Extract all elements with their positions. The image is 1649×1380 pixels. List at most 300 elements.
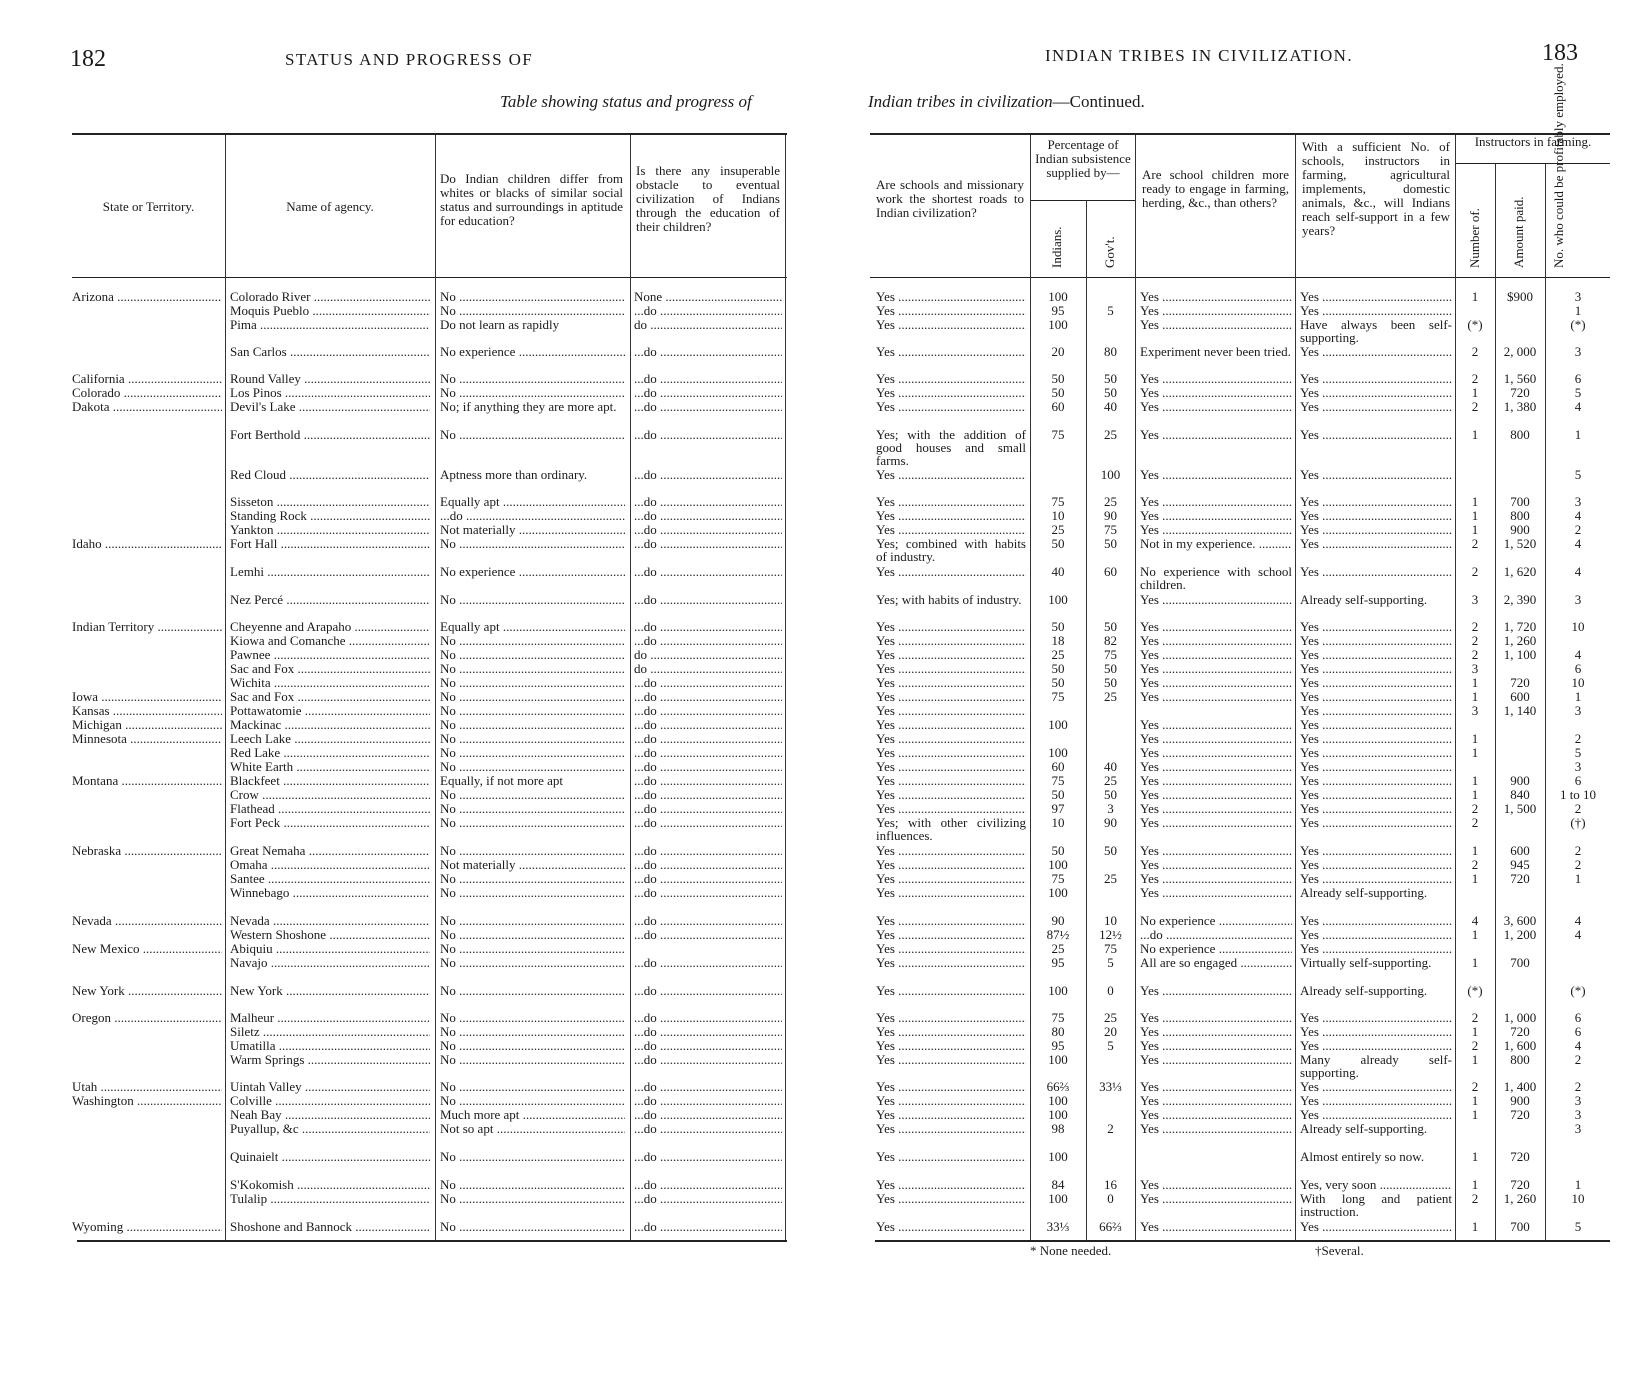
cell-support: Yes ..... [1300,345,1452,359]
cell-differ: No ..... [440,1220,625,1234]
cell-agency: White Earth ..... [230,760,430,774]
cell-farming: All are so engaged ..... [1140,956,1292,970]
cell-differ: Equally apt ..... [440,620,625,634]
cell-employed: 4 [1574,648,1582,662]
right-page [820,0,1649,1380]
cell-schools: Yes ..... [876,872,1026,886]
left-table-row [0,468,820,482]
cell-differ: Do not learn as rapidly [440,317,560,332]
cell-differ: No ..... [440,704,625,718]
left-table-row [0,495,820,509]
cell-indians: 80 [1051,1025,1065,1039]
cell-govt: 50 [1104,620,1117,634]
cell-amount: 600 [1510,844,1530,858]
right-table-row [820,1108,1649,1122]
cell-agency: Sac and Fox ..... [230,662,430,676]
cell-agency: Nez Percé ..... [230,593,430,607]
header-govt: Gov't. [1102,236,1117,268]
cell-govt: 90 [1104,509,1117,523]
cell-support: Already self-supporting. [1300,983,1428,998]
cell-number: 2 [1471,537,1479,551]
right-table-row [820,523,1649,537]
cell-agency: Kiowa and Comanche ..... [230,634,430,648]
cell-support: Yes ..... [1300,509,1452,523]
left-table-row [0,718,820,732]
cell-differ: No; if anything they are more apt. [440,399,617,414]
cell-differ: No ..... [440,304,625,318]
cell-farming: Yes ..... [1140,400,1292,414]
cell-number: 1 [1471,872,1479,886]
cell-farming: Yes ..... [1140,428,1292,442]
cell-indians: 95 [1051,956,1065,970]
cell-obstacle: ...do ..... [634,386,782,400]
right-table-row [820,1025,1649,1039]
cell-agency: Flathead ..... [230,802,430,816]
left-table-row [0,844,820,858]
cell-amount: 1, 380 [1503,400,1537,414]
cell-farming: Yes ..... [1140,872,1292,886]
cell-indians: 100 [1048,1108,1068,1122]
cell-amount: 600 [1510,690,1530,704]
cell-support: Yes ..... [1300,914,1452,928]
cell-employed: 1 [1574,872,1582,886]
cell-amount: 900 [1510,1094,1530,1108]
cell-differ: No ..... [440,372,625,386]
cell-schools: Yes ..... [876,984,1026,998]
cell-indians: 20 [1051,345,1065,359]
cell-differ: No ..... [440,1178,625,1192]
cell-number: 1 [1471,1025,1479,1039]
cell-number: 2 [1471,1039,1479,1053]
right-table-row [820,662,1649,676]
right-table-row [820,648,1649,662]
cell-govt: 25 [1104,690,1117,704]
cell-support: Yes ..... [1300,690,1452,704]
cell-employed: 2 [1574,1053,1582,1067]
cell-support: Yes ..... [1300,732,1452,746]
right-table-row [820,304,1649,318]
cell-differ: No ..... [440,746,625,760]
cell-support: Yes ..... [1300,523,1452,537]
cell-farming: Yes ..... [1140,1192,1292,1206]
cell-obstacle: ...do ..... [634,802,782,816]
cell-farming: Yes ..... [1140,802,1292,816]
right-table-row [820,956,1649,970]
cell-agency: Puyallup, &c ..... [230,1122,430,1136]
cell-schools: Yes ..... [876,844,1026,858]
left-table-row [0,345,820,359]
cell-govt: 25 [1104,774,1117,788]
cell-govt: 16 [1104,1178,1117,1192]
cell-amount: 720 [1510,1150,1530,1164]
cell-farming: Yes ..... [1140,732,1292,746]
cell-obstacle: ...do ..... [634,620,782,634]
cell-support: Yes ..... [1300,718,1452,732]
cell-differ: No ..... [440,732,625,746]
left-table-row [0,648,820,662]
cell-farming: Yes ..... [1140,1011,1292,1025]
cell-support: Many already self-supporting. [1300,1052,1452,1080]
right-table-row [820,1178,1649,1192]
cell-farming: Yes ..... [1140,290,1292,304]
cell-agency: Fort Peck ..... [230,816,430,830]
cell-state: Nebraska ..... [72,844,222,858]
right-table-row [820,1150,1649,1164]
cell-indians: 100 [1048,593,1068,607]
cell-indians: 84 [1051,1178,1065,1192]
cell-govt: 5 [1107,1039,1114,1053]
cell-employed: 6 [1574,774,1582,788]
cell-employed: 6 [1574,1025,1582,1039]
cell-employed: 1 [1574,428,1582,442]
right-table-row [820,844,1649,858]
right-table-row [820,872,1649,886]
cell-schools: Yes ..... [876,468,1026,482]
cell-support: Yes ..... [1300,676,1452,690]
cell-differ: No ..... [440,1192,625,1206]
cell-indians: 25 [1051,942,1065,956]
cell-obstacle: do ..... [634,648,782,662]
cell-differ: No ..... [440,760,625,774]
cell-agency: Colorado River ..... [230,290,430,304]
cell-state: Montana ..... [72,774,222,788]
cell-schools: Yes ..... [876,345,1026,359]
cell-differ: No ..... [440,886,625,900]
cell-number: 1 [1471,676,1479,690]
cell-schools: Yes ..... [876,1220,1026,1234]
cell-farming: No experience with school children. [1140,564,1292,592]
cell-indians: 100 [1048,746,1068,760]
left-table-row [0,872,820,886]
cell-obstacle: ...do ..... [634,732,782,746]
right-table-row [820,774,1649,788]
cell-differ: ...do ..... [440,509,625,523]
left-table-row [0,318,820,332]
cell-indians: 100 [1048,1094,1068,1108]
cell-employed: 2 [1574,523,1582,537]
cell-amount: 700 [1510,956,1530,970]
cell-employed: 5 [1574,468,1582,482]
cell-differ: No ..... [440,872,625,886]
footnote-none-needed: * None needed. [1030,1243,1112,1258]
cell-govt: 3 [1107,802,1114,816]
cell-indians: 75 [1051,1011,1065,1025]
cell-farming: Yes ..... [1140,634,1292,648]
cell-agency: Wichita ..... [230,676,430,690]
cell-state: Arizona ..... [72,290,222,304]
cell-agency: Western Shoshone ..... [230,928,430,942]
left-table-row [0,1192,820,1206]
cell-schools: Yes ..... [876,509,1026,523]
cell-amount: 1, 600 [1503,1039,1537,1053]
cell-support: Yes ..... [1300,662,1452,676]
right-table-row [820,690,1649,704]
right-table-row [820,718,1649,732]
right-table-row [820,1080,1649,1094]
cell-employed: 3 [1574,593,1582,607]
left-table-row [0,304,820,318]
cell-differ: Not so apt ..... [440,1122,625,1136]
cell-employed: 10 [1571,1192,1585,1206]
cell-farming: Yes ..... [1140,372,1292,386]
cell-support: Virtually self-supporting. [1300,955,1432,970]
cell-govt: 10 [1104,914,1117,928]
right-table-row [820,317,1649,345]
cell-farming: Yes ..... [1140,509,1292,523]
cell-number: 1 [1471,1108,1479,1122]
cell-schools: Yes ..... [876,732,1026,746]
cell-indians: 100 [1048,1150,1068,1164]
cell-schools: Yes ..... [876,290,1026,304]
cell-farming: Yes ..... [1140,620,1292,634]
cell-employed: 4 [1574,537,1582,551]
cell-number: 2 [1471,1080,1479,1094]
cell-state: Colorado ..... [72,386,222,400]
cell-support: Yes ..... [1300,428,1452,442]
cell-schools: Yes ..... [876,304,1026,318]
left-table-row [0,788,820,802]
cell-support: Yes ..... [1300,774,1452,788]
cell-schools: Yes ..... [876,858,1026,872]
cell-state: Minnesota ..... [72,732,222,746]
cell-schools: Yes ..... [876,928,1026,942]
cell-obstacle: ...do ..... [634,984,782,998]
cell-number: 2 [1471,634,1479,648]
cell-farming: Yes ..... [1140,1220,1292,1234]
cell-number: 2 [1471,816,1479,830]
cell-indians: 100 [1048,718,1068,732]
cell-govt: 40 [1104,760,1117,774]
cell-number: 1 [1471,774,1479,788]
cell-obstacle: ...do ..... [634,509,782,523]
header-obstacle: Is there any insuperable obstacle to eventual civilization of Indians through the education of their children? [636,163,780,234]
cell-indians: 50 [1051,372,1065,386]
right-table-row [820,536,1649,564]
cell-amount: 1, 500 [1503,802,1537,816]
cell-employed: 1 [1574,304,1582,318]
cell-differ: No experience ..... [440,345,625,359]
cell-employed: 10 [1571,620,1585,634]
cell-support: Yes ..... [1300,1108,1452,1122]
cell-amount: 720 [1510,1025,1530,1039]
cell-support: Yes, very soon ..... [1300,1178,1452,1192]
cell-farming: Yes ..... [1140,648,1292,662]
cell-indians: 75 [1051,774,1065,788]
cell-govt: 50 [1104,662,1117,676]
cell-differ: Much more apt ..... [440,1108,625,1122]
cell-obstacle: ...do ..... [634,718,782,732]
cell-support: Yes ..... [1300,620,1452,634]
cell-state: Iowa ..... [72,690,222,704]
cell-schools: Yes ..... [876,914,1026,928]
cell-schools: Yes ..... [876,1192,1026,1206]
cell-amount: 1, 100 [1503,648,1537,662]
right-table-row [820,802,1649,816]
left-table-row [0,732,820,746]
cell-obstacle: ...do ..... [634,858,782,872]
cell-indians: 98 [1051,1122,1065,1136]
cell-govt: 0 [1107,1192,1114,1206]
cell-indians: 100 [1048,858,1068,872]
left-table-row [0,1039,820,1053]
cell-amount: 1, 400 [1503,1080,1537,1094]
right-table-row [820,386,1649,400]
right-table-row [820,593,1649,607]
left-table-row [0,428,820,442]
cell-agency: Blackfeet ..... [230,774,430,788]
cell-agency: Malheur ..... [230,1011,430,1025]
cell-govt: 80 [1104,345,1117,359]
cell-indians: 75 [1051,690,1065,704]
cell-govt: 12½ [1099,928,1122,942]
cell-obstacle: do ..... [634,662,782,676]
cell-indians: 25 [1051,648,1065,662]
cell-differ: No ..... [440,844,625,858]
cell-indians: 50 [1051,386,1065,400]
right-table-row [820,634,1649,648]
cell-obstacle: ...do ..... [634,816,782,830]
cell-indians: 95 [1051,304,1065,318]
cell-support: Yes ..... [1300,372,1452,386]
cell-farming: Yes ..... [1140,1025,1292,1039]
cell-obstacle: ...do ..... [634,956,782,970]
cell-agency: Nevada ..... [230,914,430,928]
cell-number: 1 [1471,1178,1479,1192]
cell-indians: 66⅔ [1046,1080,1070,1094]
cell-employed: 4 [1574,565,1582,579]
cell-number: 2 [1471,372,1479,386]
cell-number: 1 [1471,509,1479,523]
cell-agency: Round Valley ..... [230,372,430,386]
cell-support: Yes ..... [1300,802,1452,816]
cell-agency: Siletz ..... [230,1025,430,1039]
cell-differ: No ..... [440,1150,625,1164]
header-instructors: Instructors in farming. [1474,134,1592,149]
cell-number: 1 [1471,290,1479,304]
cell-farming: Yes ..... [1140,593,1292,607]
cell-support: Yes ..... [1300,928,1452,942]
left-table-row [0,802,820,816]
cell-agency: San Carlos ..... [230,345,430,359]
cell-differ: No ..... [440,1011,625,1025]
cell-farming: Yes ..... [1140,858,1292,872]
cell-differ: Equally apt ..... [440,495,625,509]
cell-farming: Not in my experience. ..... [1140,537,1292,551]
cell-support: Yes ..... [1300,1080,1452,1094]
left-page [0,0,820,1380]
cell-indians: 60 [1051,400,1065,414]
header-indians: Indians. [1049,226,1064,268]
cell-support: Already self-supporting. [1300,1121,1428,1136]
cell-govt: 25 [1104,428,1117,442]
cell-obstacle: ...do ..... [634,593,782,607]
cell-agency: Los Pinos ..... [230,386,430,400]
cell-obstacle: ...do ..... [634,774,782,788]
cell-schools: Yes ..... [876,1122,1026,1136]
cell-indians: 100 [1048,290,1068,304]
cell-amount: 800 [1510,1053,1530,1067]
right-table-row [820,942,1649,956]
cell-employed: 2 [1574,858,1582,872]
cell-obstacle: ...do ..... [634,1011,782,1025]
cell-agency: Omaha ..... [230,858,430,872]
cell-state: Utah ..... [72,1080,222,1094]
cell-schools: Yes ..... [876,634,1026,648]
cell-employed: 3 [1574,760,1582,774]
cell-amount: 720 [1510,1108,1530,1122]
cell-obstacle: ...do ..... [634,634,782,648]
cell-employed: 6 [1574,662,1582,676]
cell-support: Yes ..... [1300,942,1452,956]
header-schools: Are schools and missionary work the shortest roads to Indian civilization? [876,177,1024,220]
cell-number: 3 [1471,593,1479,607]
left-table-row [0,984,820,998]
left-table-row [0,509,820,523]
cell-schools: Yes ..... [876,942,1026,956]
cell-obstacle: ...do ..... [634,676,782,690]
cell-govt: 75 [1104,648,1117,662]
cell-amount: 840 [1510,788,1530,802]
cell-obstacle: ...do ..... [634,537,782,551]
cell-farming: Yes ..... [1140,386,1292,400]
left-table-row [0,1053,820,1067]
cell-indians: 60 [1051,760,1065,774]
cell-govt: 66⅔ [1099,1220,1122,1234]
cell-farming: Yes ..... [1140,1039,1292,1053]
cell-farming: Yes ..... [1140,495,1292,509]
cell-support: Yes ..... [1300,1011,1452,1025]
left-table-row [0,372,820,386]
cell-employed: 3 [1574,495,1582,509]
right-table-row [820,858,1649,872]
left-running-head: STATUS AND PROGRESS OF [285,50,534,69]
cell-farming: Yes ..... [1140,318,1292,332]
cell-indians: 90 [1051,914,1065,928]
cell-number: 1 [1471,386,1479,400]
cell-obstacle: ...do ..... [634,746,782,760]
cell-farming: Yes ..... [1140,1122,1292,1136]
cell-govt: 25 [1104,495,1117,509]
cell-schools: Yes ..... [876,788,1026,802]
cell-schools: Yes ..... [876,400,1026,414]
cell-schools: Yes ..... [876,1053,1026,1067]
cell-state: Idaho ..... [72,537,222,551]
header-number: Number of. [1467,208,1482,268]
cell-agency: Yankton ..... [230,523,430,537]
cell-agency: Mackinac ..... [230,718,430,732]
header-state: State or Territory. [102,199,195,214]
cell-amount: 1, 260 [1503,634,1537,648]
cell-farming: Yes ..... [1140,844,1292,858]
cell-agency: Great Nemaha ..... [230,844,430,858]
cell-agency: Fort Hall ..... [230,537,430,551]
cell-govt: 75 [1104,523,1117,537]
right-table-row [820,704,1649,718]
cell-support: Yes ..... [1300,304,1452,318]
cell-indians: 10 [1051,509,1065,523]
cell-state: California ..... [72,372,222,386]
cell-amount: 720 [1510,872,1530,886]
cell-farming: Yes ..... [1140,676,1292,690]
right-table-row [820,468,1649,482]
cell-differ: No ..... [440,1080,625,1094]
cell-state: Kansas ..... [72,704,222,718]
cell-obstacle: ...do ..... [634,788,782,802]
cell-differ: Equally, if not more apt [440,773,563,788]
cell-number: 1 [1471,523,1479,537]
cell-schools: Yes ..... [876,620,1026,634]
cell-number: 2 [1471,345,1479,359]
